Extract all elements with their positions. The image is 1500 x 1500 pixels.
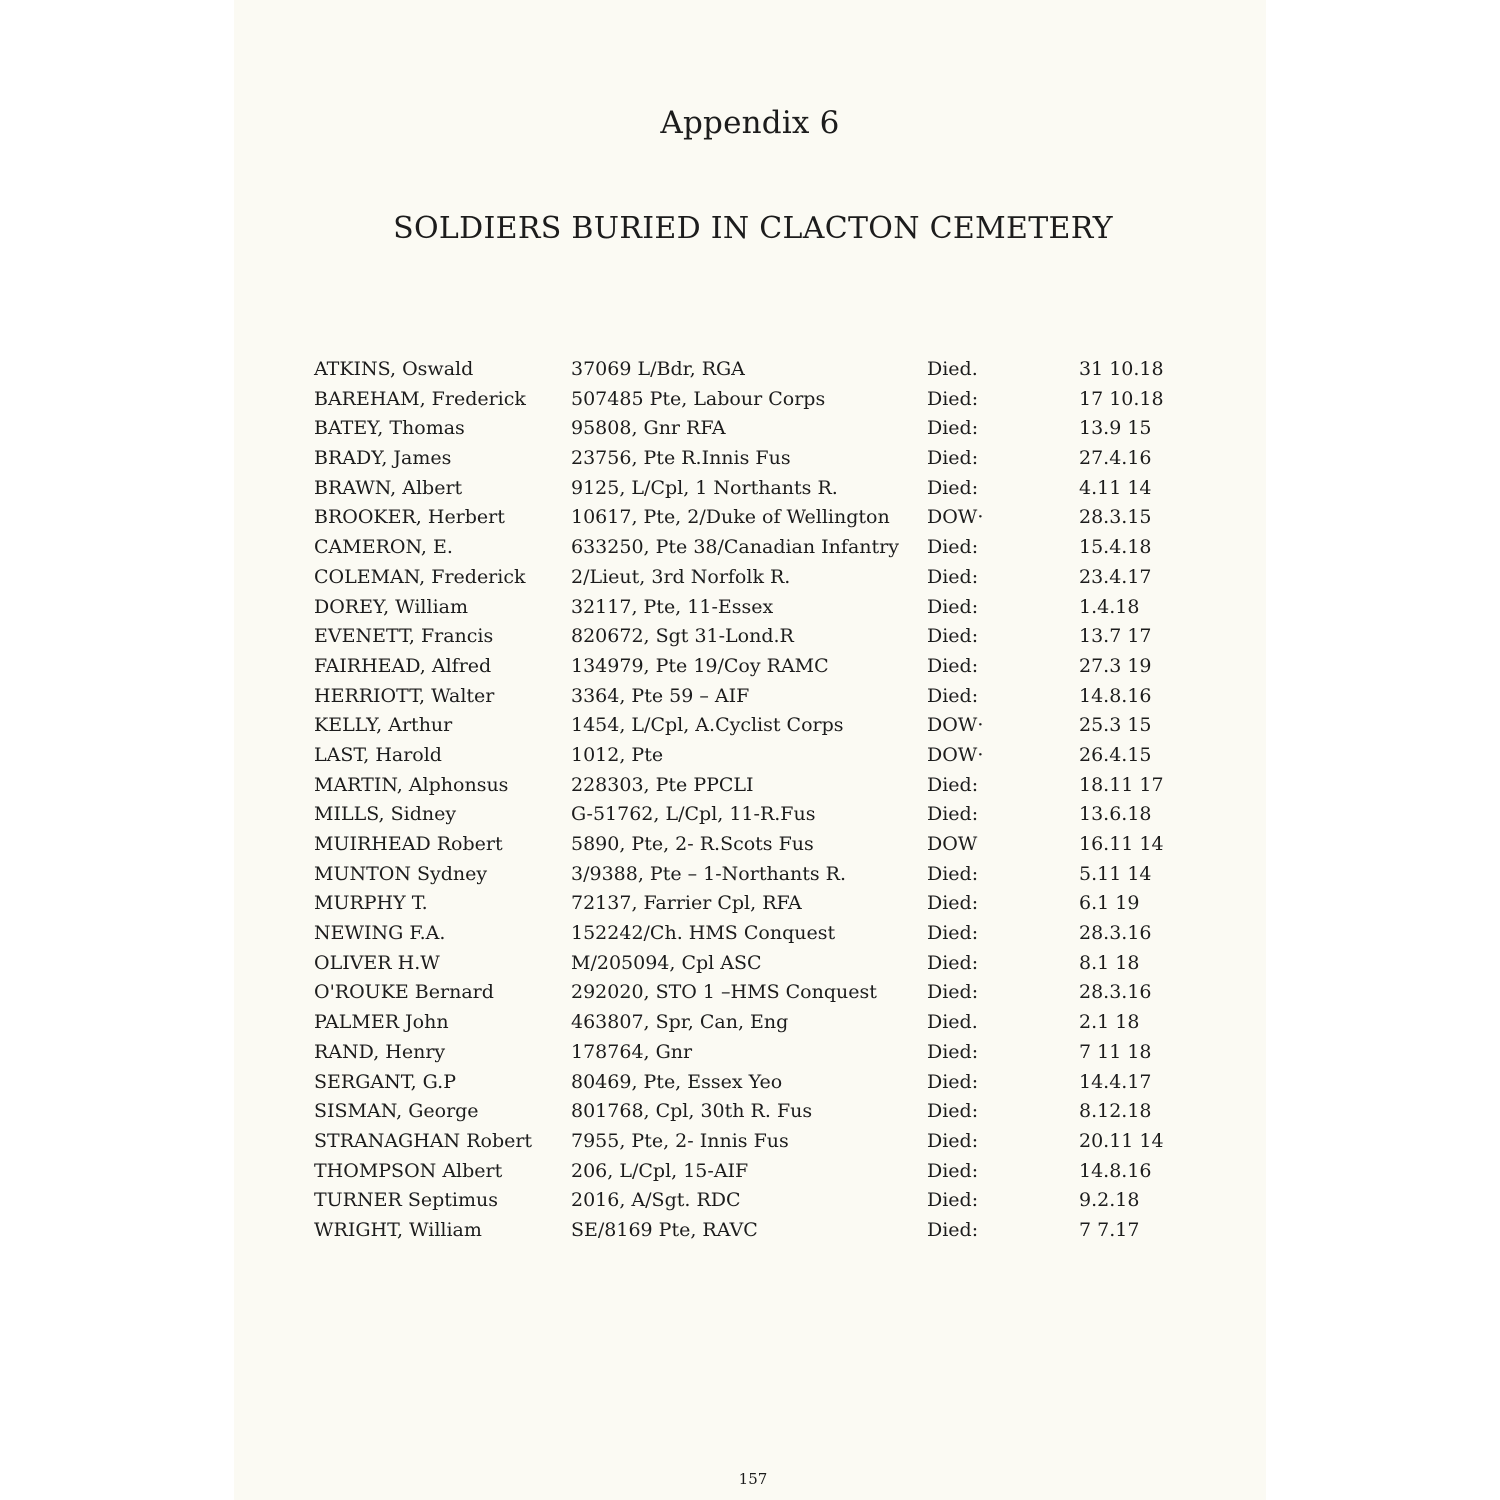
soldier-name: BROOKER, Herbert xyxy=(314,506,505,529)
soldier-status: Died: xyxy=(927,684,979,707)
soldier-name: PALMER John xyxy=(314,1011,449,1034)
soldier-name: OLIVER H.W xyxy=(314,951,440,974)
soldier-unit: 10617, Pte, 2/Duke of Wellington xyxy=(571,506,890,529)
soldier-unit: 7955, Pte, 2- Innis Fus xyxy=(571,1129,789,1152)
soldier-date: 28.3.16 xyxy=(1079,981,1152,1004)
soldier-date: 1.4.18 xyxy=(1079,595,1140,618)
soldier-unit: 3364, Pte 59 – AIF xyxy=(571,684,750,707)
soldier-unit: 72137, Farrier Cpl, RFA xyxy=(571,892,802,915)
soldier-status: Died: xyxy=(927,862,979,885)
soldier-name: THOMPSON Albert xyxy=(314,1159,503,1182)
soldier-date: 7 11 18 xyxy=(1079,1040,1152,1063)
soldier-status: DOW xyxy=(927,833,978,855)
soldier-name: ATKINS, Oswald xyxy=(314,358,474,380)
list-item xyxy=(234,355,1266,385)
list-item xyxy=(234,1097,1266,1127)
book-page xyxy=(234,0,1266,1500)
soldier-name: O'ROUKE Bernard xyxy=(314,981,494,1004)
soldier-date: 28.3.16 xyxy=(1079,922,1152,945)
soldier-list xyxy=(234,355,1266,1246)
soldier-status: Died: xyxy=(927,1129,979,1152)
soldier-name: CAMERON, E. xyxy=(314,536,453,559)
soldier-status: Died. xyxy=(927,358,978,380)
soldier-unit: 801768, Cpl, 30th R. Fus xyxy=(571,1100,813,1123)
soldier-date: 13.7 17 xyxy=(1079,625,1152,648)
soldier-name: MURPHY T. xyxy=(314,892,428,915)
list-item xyxy=(234,474,1266,504)
soldier-unit: 463807, Spr, Can, Eng xyxy=(571,1011,789,1034)
soldier-unit: 206, L/Cpl, 15-AIF xyxy=(571,1159,749,1182)
soldier-unit: 95808, Gnr RFA xyxy=(571,417,726,440)
soldier-status: Died: xyxy=(927,476,979,499)
soldier-unit: 178764, Gnr xyxy=(571,1040,693,1063)
soldier-date: 13.9 15 xyxy=(1079,417,1152,440)
soldier-name: BATEY, Thomas xyxy=(314,417,465,440)
soldier-status: Died: xyxy=(927,565,979,588)
soldier-date: 27.4.16 xyxy=(1079,447,1152,470)
list-item xyxy=(234,503,1266,533)
list-item xyxy=(234,1216,1266,1246)
soldier-unit: 3/9388, Pte – 1-Northants R. xyxy=(571,862,847,885)
list-item xyxy=(234,860,1266,890)
appendix-title: Appendix 6 xyxy=(660,105,840,141)
page-number: 157 xyxy=(738,1470,768,1488)
soldier-date: 6.1 19 xyxy=(1079,892,1140,915)
soldier-status: DOW· xyxy=(927,714,984,737)
soldier-unit: 507485 Pte, Labour Corps xyxy=(571,387,826,410)
soldier-name: RAND, Henry xyxy=(314,1040,446,1063)
list-item xyxy=(234,622,1266,652)
soldier-unit: 1454, L/Cpl, A.Cyclist Corps xyxy=(571,714,844,737)
soldier-date: 31 10.18 xyxy=(1079,358,1164,380)
soldier-date: 14.8.16 xyxy=(1079,684,1152,707)
soldier-date: 17 10.18 xyxy=(1079,387,1164,410)
soldier-date: 20.11 14 xyxy=(1079,1129,1164,1152)
list-item xyxy=(234,919,1266,949)
soldier-unit: 9125, L/Cpl, 1 Northants R. xyxy=(571,476,838,499)
soldier-date: 8.12.18 xyxy=(1079,1100,1152,1123)
soldier-unit: 80469, Pte, Essex Yeo xyxy=(571,1070,783,1093)
soldier-unit: 37069 L/Bdr, RGA xyxy=(571,358,745,380)
list-item xyxy=(234,1068,1266,1098)
soldier-status: Died: xyxy=(927,625,979,648)
soldier-date: 8.1 18 xyxy=(1079,951,1140,974)
list-item xyxy=(234,385,1266,415)
soldier-name: KELLY, Arthur xyxy=(314,714,453,737)
soldier-date: 18.11 17 xyxy=(1079,773,1164,796)
soldier-unit: G-51762, L/Cpl, 11-R.Fus xyxy=(571,803,816,826)
page-heading: SOLDIERS BURIED IN CLACTON CEMETERY xyxy=(393,211,1113,246)
soldier-unit: 2016, A/Sgt. RDC xyxy=(571,1189,741,1212)
list-item xyxy=(234,800,1266,830)
soldier-status: DOW· xyxy=(927,506,984,529)
soldier-status: Died: xyxy=(927,892,979,915)
soldier-unit: SE/8169 Pte, RAVC xyxy=(571,1218,758,1241)
list-item xyxy=(234,1186,1266,1216)
soldier-name: MARTIN, Alphonsus xyxy=(314,773,509,796)
soldier-status: Died: xyxy=(927,1218,979,1241)
soldier-unit: 134979, Pte 19/Coy RAMC xyxy=(571,654,829,677)
list-item xyxy=(234,1127,1266,1157)
list-item xyxy=(234,711,1266,741)
soldier-name: BRADY, James xyxy=(314,447,452,470)
soldier-name: MUNTON Sydney xyxy=(314,862,488,885)
soldier-name: NEWING F.A. xyxy=(314,922,446,945)
soldier-status: Died: xyxy=(927,803,979,826)
soldier-status: Died: xyxy=(927,1040,979,1063)
soldier-unit: 1012, Pte xyxy=(571,743,664,766)
soldier-name: BAREHAM, Frederick xyxy=(314,387,526,410)
soldier-date: 15.4.18 xyxy=(1079,536,1152,559)
soldier-status: Died: xyxy=(927,536,979,559)
soldier-date: 4.11 14 xyxy=(1079,476,1152,499)
soldier-status: Died: xyxy=(927,1159,979,1182)
list-item xyxy=(234,444,1266,474)
soldier-date: 9.2.18 xyxy=(1079,1189,1140,1212)
soldier-date: 2.1 18 xyxy=(1079,1011,1140,1034)
soldier-date: 16.11 14 xyxy=(1079,833,1164,855)
list-item xyxy=(234,771,1266,801)
soldier-unit: M/205094, Cpl ASC xyxy=(571,951,762,974)
list-item xyxy=(234,741,1266,771)
soldier-status: DOW· xyxy=(927,743,984,766)
list-item xyxy=(234,889,1266,919)
soldier-name: LAST, Harold xyxy=(314,743,442,766)
soldier-status: Died: xyxy=(927,922,979,945)
soldier-date: 14.8.16 xyxy=(1079,1159,1152,1182)
list-item xyxy=(234,1038,1266,1068)
soldier-name: FAIRHEAD, Alfred xyxy=(314,654,492,677)
soldier-status: Died: xyxy=(927,1189,979,1212)
soldier-name: STRANAGHAN Robert xyxy=(314,1129,533,1152)
soldier-unit: 820672, Sgt 31-Lond.R xyxy=(571,625,794,648)
soldier-status: Died: xyxy=(927,1070,979,1093)
soldier-date: 27.3 19 xyxy=(1079,654,1152,677)
soldier-status: Died: xyxy=(927,981,979,1004)
soldier-status: Died: xyxy=(927,951,979,974)
soldier-name: EVENETT, Francis xyxy=(314,625,494,648)
soldier-status: Died: xyxy=(927,417,979,440)
soldier-status: Died. xyxy=(927,1011,978,1034)
soldier-name: WRIGHT, William xyxy=(314,1218,482,1241)
list-item xyxy=(234,593,1266,623)
soldier-unit: 633250, Pte 38/Canadian Infantry xyxy=(571,536,899,559)
soldier-name: TURNER Septimus xyxy=(314,1189,498,1212)
soldier-date: 14.4.17 xyxy=(1079,1070,1152,1093)
soldier-status: Died: xyxy=(927,654,979,677)
soldier-unit: 23756, Pte R.Innis Fus xyxy=(571,447,791,470)
soldier-date: 28.3.15 xyxy=(1079,506,1152,529)
soldier-name: SERGANT, G.P xyxy=(314,1070,456,1093)
list-item xyxy=(234,978,1266,1008)
soldier-name: BRAWN, Albert xyxy=(314,476,463,499)
soldier-status: Died: xyxy=(927,387,979,410)
soldier-unit: 2/Lieut, 3rd Norfolk R. xyxy=(571,565,791,588)
soldier-date: 23.4.17 xyxy=(1079,565,1152,588)
list-item xyxy=(234,949,1266,979)
list-item xyxy=(234,414,1266,444)
list-item xyxy=(234,1008,1266,1038)
soldier-date: 5.11 14 xyxy=(1079,862,1152,885)
soldier-name: COLEMAN, Frederick xyxy=(314,565,526,588)
list-item xyxy=(234,682,1266,712)
soldier-name: HERRIOTT, Walter xyxy=(314,684,495,707)
soldier-date: 7 7.17 xyxy=(1079,1218,1140,1241)
soldier-status: Died: xyxy=(927,447,979,470)
list-item xyxy=(234,1157,1266,1187)
soldier-status: Died: xyxy=(927,773,979,796)
soldier-date: 25.3 15 xyxy=(1079,714,1152,737)
soldier-name: MUIRHEAD Robert xyxy=(314,833,503,855)
list-item xyxy=(234,563,1266,593)
list-item xyxy=(234,830,1266,860)
soldier-date: 13.6.18 xyxy=(1079,803,1152,826)
soldier-unit: 292020, STO 1 –HMS Conquest xyxy=(571,981,877,1004)
soldier-date: 26.4.15 xyxy=(1079,743,1152,766)
list-item xyxy=(234,533,1266,563)
soldier-name: SISMAN, George xyxy=(314,1100,479,1123)
soldier-unit: 32117, Pte, 11-Essex xyxy=(571,595,774,618)
soldier-name: DOREY, William xyxy=(314,595,469,618)
soldier-status: Died: xyxy=(927,1100,979,1123)
soldier-status: Died: xyxy=(927,595,979,618)
soldier-unit: 5890, Pte, 2- R.Scots Fus xyxy=(571,833,814,855)
soldier-name: MILLS, Sidney xyxy=(314,803,457,826)
soldier-unit: 152242/Ch. HMS Conquest xyxy=(571,922,836,945)
list-item xyxy=(234,652,1266,682)
soldier-unit: 228303, Pte PPCLI xyxy=(571,773,754,796)
